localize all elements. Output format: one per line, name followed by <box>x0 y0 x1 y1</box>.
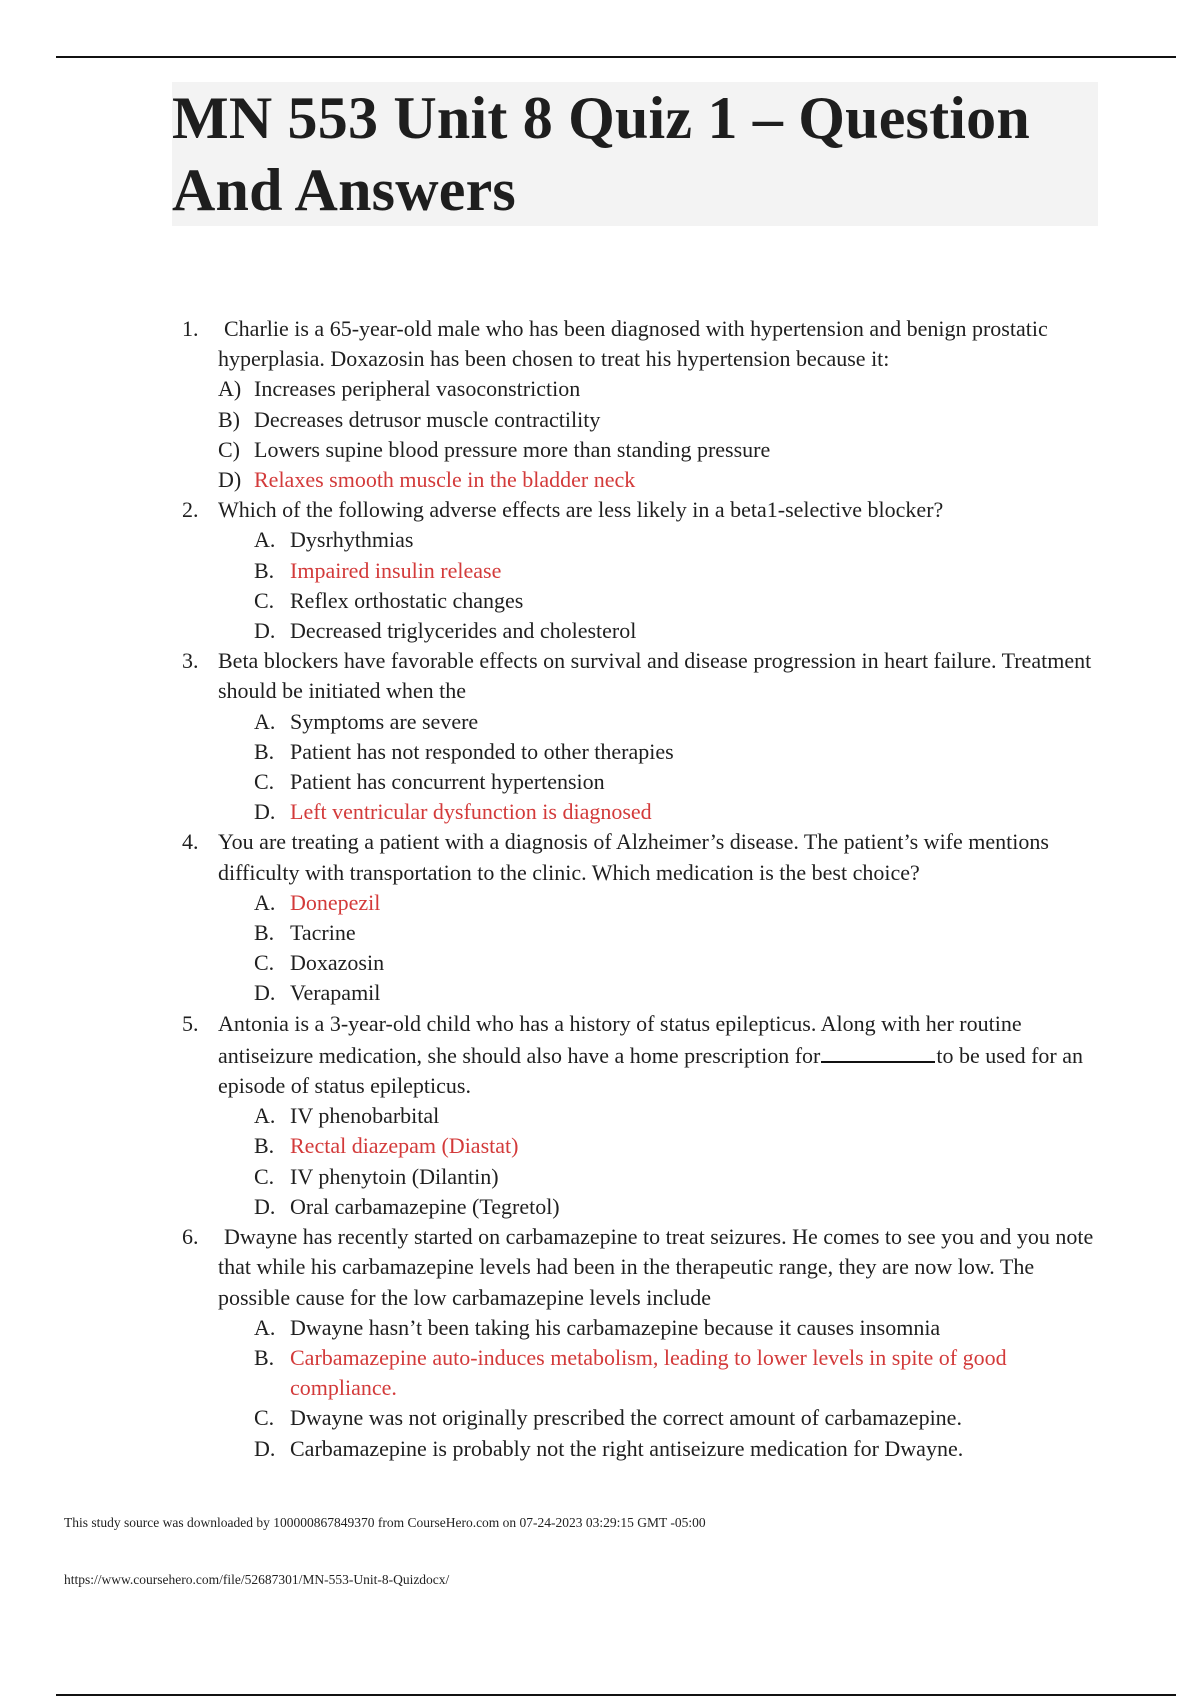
option-list <box>254 707 1102 828</box>
option-text: Decreased triglycerides and cholesterol <box>290 618 637 644</box>
option-letter: D) <box>218 467 242 493</box>
option-letter: A. <box>254 889 276 915</box>
option-text: Increases peripheral vasoconstriction <box>254 376 581 402</box>
option-text: Decreases detrusor muscle contractility <box>254 406 601 432</box>
option-text: Verapamil <box>290 980 381 1006</box>
option-item <box>254 1101 1102 1131</box>
question-4 <box>182 827 1102 1008</box>
question-text: Charlie is a 65-year-old male who has been diagnosed with hypertension and benign prostatic hyperplasia. Doxazosin has been chosen to treat his hypertension because it: <box>218 316 1048 372</box>
question-text: Which of the following adverse effects are less likely in a beta1-selective blocker? <box>218 497 944 523</box>
top-rule <box>56 56 1176 58</box>
option-text: Patient has not responded to other therapies <box>290 738 674 764</box>
question-6 <box>182 1222 1102 1464</box>
option-list <box>254 1313 1102 1464</box>
question-1 <box>182 314 1102 495</box>
question-text: You are treating a patient with a diagnosis of Alzheimer’s disease. The patient’s wife mentions difficulty with transportation to the clinic. Which medication is the best choice? <box>218 829 1049 885</box>
question-text-before-blank: Antonia is a 3-year-old child who has a history of status epilepticus. Along with her routine antiseizure medication, she should also have a home prescription for <box>218 1010 1022 1068</box>
option-item <box>254 948 1102 978</box>
option-item <box>218 405 1102 435</box>
option-letter: B) <box>218 406 240 432</box>
option-letter: D. <box>254 1435 276 1461</box>
option-text: Carbamazepine is probably not the right antiseizure medication for Dwayne. <box>290 1435 964 1461</box>
question-2 <box>182 495 1102 646</box>
correct-answer-text: Donepezil <box>290 889 381 915</box>
option-text: Symptoms are severe <box>290 708 479 734</box>
option-item <box>254 1313 1102 1343</box>
option-item <box>254 797 1102 827</box>
option-item <box>254 586 1102 616</box>
document-title: MN 553 Unit 8 Quiz 1 – Question And Answers <box>172 85 1030 223</box>
question-3 <box>182 646 1102 827</box>
option-letter: A. <box>254 527 276 553</box>
option-item <box>254 1131 1102 1161</box>
option-text: Doxazosin <box>290 950 385 976</box>
question-list <box>182 314 1102 1464</box>
option-item <box>218 435 1102 465</box>
option-item <box>254 1434 1102 1464</box>
question-number: 2. <box>182 497 199 523</box>
option-text: Dwayne hasn’t been taking his carbamazepine because it causes insomnia <box>290 1314 941 1340</box>
option-item <box>254 767 1102 797</box>
option-letter: C. <box>254 950 275 976</box>
question-number: 5. <box>182 1010 199 1036</box>
option-item <box>218 465 1102 495</box>
option-text: Lowers supine blood pressure more than standing pressure <box>254 436 771 462</box>
option-item <box>254 556 1102 586</box>
question-text <box>218 1009 1102 1102</box>
option-item <box>254 616 1102 646</box>
option-item <box>254 1403 1102 1433</box>
option-letter: C. <box>254 1405 275 1431</box>
option-letter: C. <box>254 587 275 613</box>
option-text: Patient has concurrent hypertension <box>290 769 605 795</box>
option-item <box>254 918 1102 948</box>
option-letter: B. <box>254 920 275 946</box>
question-5 <box>182 1009 1102 1222</box>
option-letter: A. <box>254 1103 276 1129</box>
option-letter: A. <box>254 708 276 734</box>
question-number: 3. <box>182 648 199 674</box>
option-item <box>254 888 1102 918</box>
option-text: IV phenobarbital <box>290 1103 440 1129</box>
option-letter: A. <box>254 1314 276 1340</box>
correct-answer-text: Rectal diazepam (Diastat) <box>290 1133 519 1159</box>
option-letter: C. <box>254 1163 275 1189</box>
option-list <box>218 374 1102 495</box>
option-letter: C) <box>218 436 240 462</box>
option-item <box>254 1192 1102 1222</box>
option-text: IV phenytoin (Dilantin) <box>290 1163 499 1189</box>
option-item <box>218 374 1102 404</box>
option-letter: D. <box>254 799 276 825</box>
option-text: Dysrhythmias <box>290 527 414 553</box>
correct-answer-text: Impaired insulin release <box>290 557 502 583</box>
option-item <box>254 707 1102 737</box>
option-item <box>254 737 1102 767</box>
footer-url[interactable]: https://www.coursehero.com/file/52687301/MN-553-Unit-8-Quizdocx/ <box>64 1572 450 1587</box>
option-letter: A) <box>218 376 242 402</box>
bottom-rule <box>56 1694 1176 1696</box>
option-text: Oral carbamazepine (Tegretol) <box>290 1193 560 1219</box>
question-text: Dwayne has recently started on carbamazepine to treat seizures. He comes to see you and you note that while his carbamazepine levels had been in the therapeutic range, they are now low. The possible cause for the low carbamazepine levels include <box>218 1224 1094 1310</box>
correct-answer-text: Carbamazepine auto-induces metabolism, leading to lower levels in spite of good compliance. <box>290 1344 1007 1401</box>
option-letter: B. <box>254 557 275 583</box>
option-text: Dwayne was not originally prescribed the correct amount of carbamazepine. <box>290 1405 962 1431</box>
option-letter: B. <box>254 1133 275 1159</box>
correct-answer-text: Left ventricular dysfunction is diagnosed <box>290 799 652 825</box>
option-list <box>254 1101 1102 1222</box>
option-item <box>254 525 1102 555</box>
question-text: Beta blockers have favorable effects on survival and disease progression in heart failure. Treatment should be initiated when the <box>218 648 1092 704</box>
option-letter: D. <box>254 618 276 644</box>
question-number: 1. <box>182 316 199 341</box>
option-letter: D. <box>254 1193 276 1219</box>
fill-in-blank <box>821 1039 935 1063</box>
option-letter: B. <box>254 1344 275 1370</box>
question-number: 4. <box>182 829 199 855</box>
option-text: Tacrine <box>290 920 356 946</box>
question-number: 6. <box>182 1224 199 1250</box>
option-item <box>254 1343 1102 1403</box>
footer-source-line: This study source was downloaded by 100000867849370 from CourseHero.com on 07-24-2023 03:29:15 GMT -05:00 <box>64 1515 706 1530</box>
correct-answer-text: Relaxes smooth muscle in the bladder neck <box>254 467 636 493</box>
option-list <box>254 888 1102 1009</box>
option-text: Reflex orthostatic changes <box>290 587 524 613</box>
option-letter: C. <box>254 769 275 795</box>
option-item <box>254 1162 1102 1192</box>
option-item <box>254 978 1102 1008</box>
question-text-after-blank: to be used for an episode of status epilepticus. <box>218 1042 1083 1099</box>
option-letter: B. <box>254 738 275 764</box>
option-list <box>254 525 1102 646</box>
option-letter: D. <box>254 980 276 1006</box>
title-box <box>172 82 1098 226</box>
